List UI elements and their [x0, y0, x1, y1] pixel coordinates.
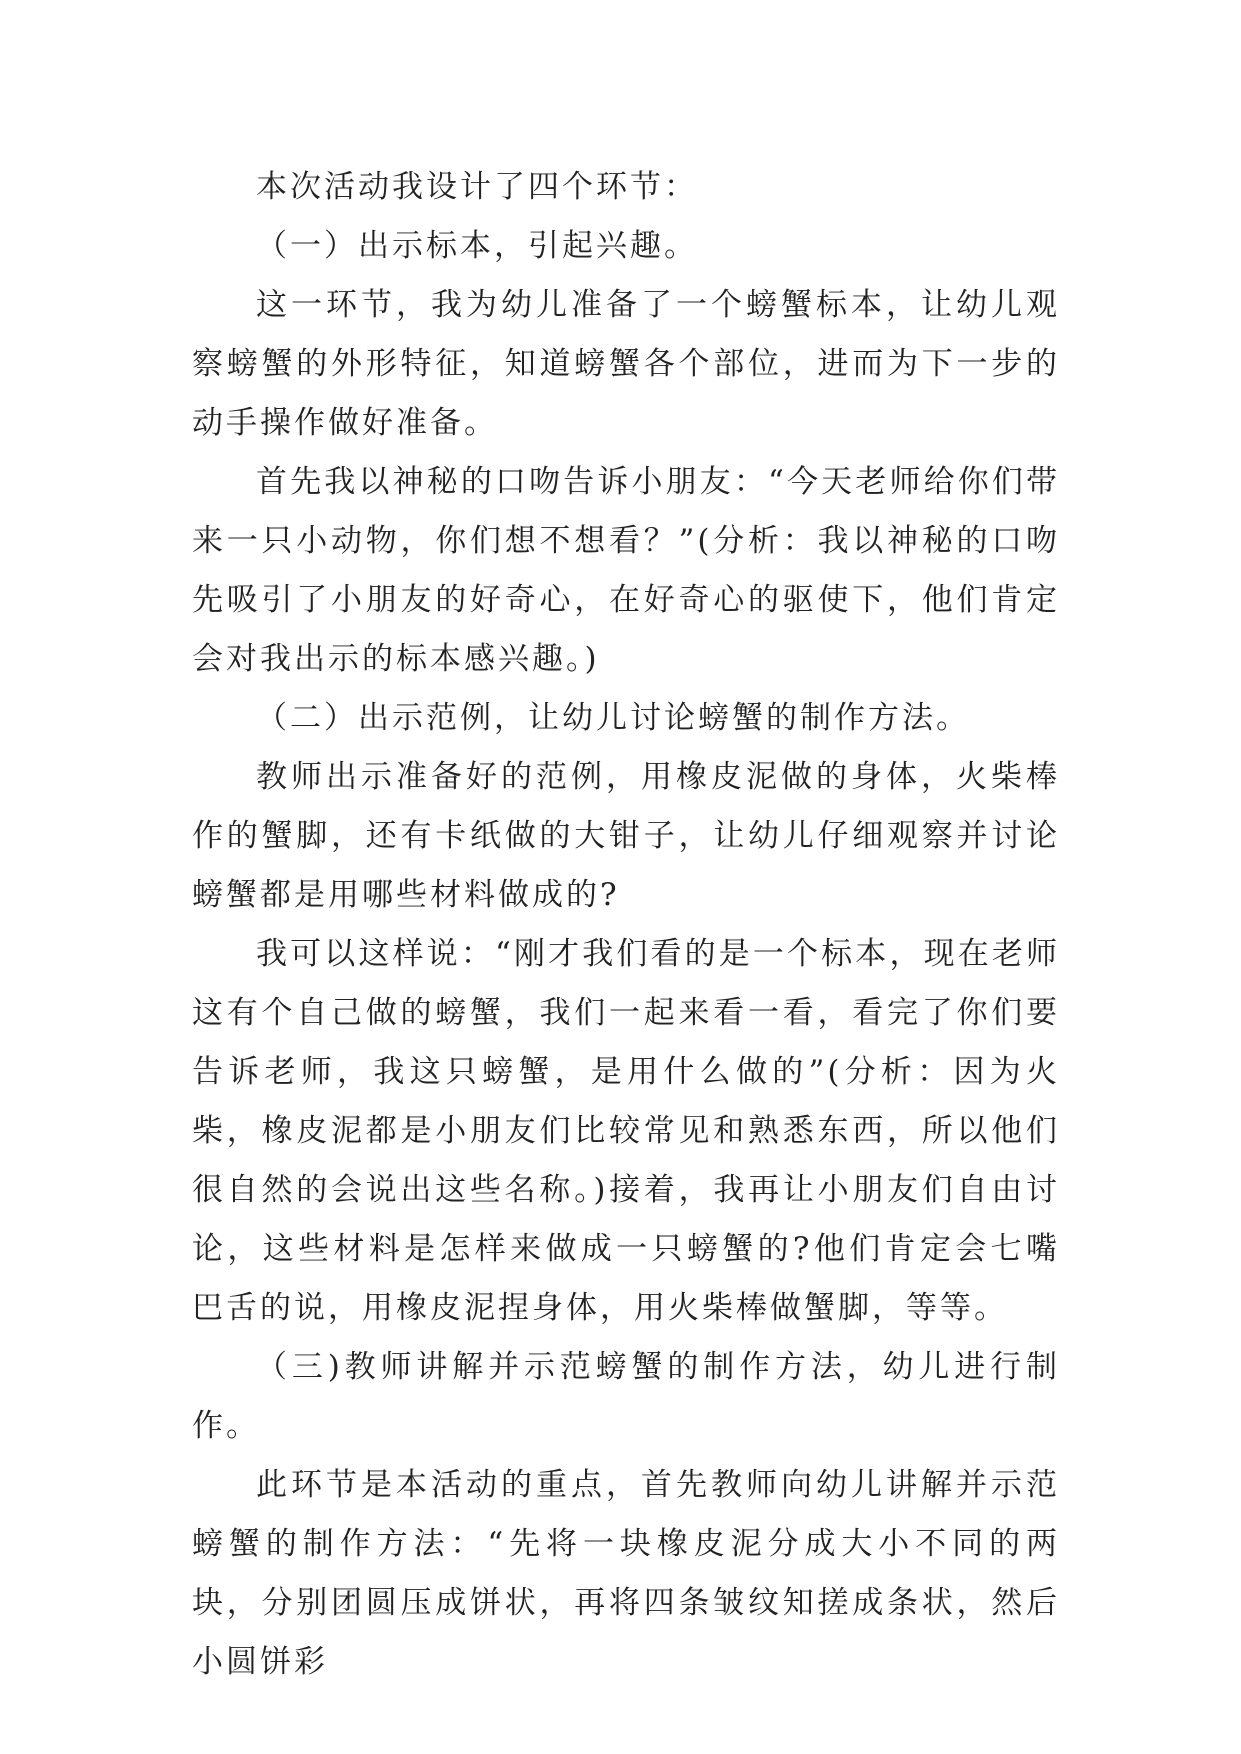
- paragraph: 首先我以神秘的口吻告诉小朋友：“今天老师给你们带来一只小动物，你们想不想看？”(分析：我以神秘的口吻先吸引了小朋友的好奇心，在好奇心的驱使下，他们肯定会对我出示的标本感兴趣。): [192, 464, 1060, 677]
- paragraph: 我可以这样说：“刚才我们看的是一个标本，现在老师这有个自己做的螃蟹，我们一起来看一看，看完了你们要告诉老师，我这只螃蟹，是用什么做的”(分析：因为火柴，橡皮泥都是小朋友们比较常见和熟悉东西，所以他们很自然的会说出这些名称。)接着，我再让小朋友们自由讨论，这些材料是怎样来做成一只螃蟹的?他们肯定会七嘴巴舌的说，用橡皮泥捏身体，用火柴棒做蟹脚，等等。: [192, 936, 1060, 1326]
- paragraph: 此环节是本活动的重点，首先教师向幼儿讲解并示范螃蟹的制作方法：“先将一块橡皮泥分成大小不同的两块，分别团圆压成饼状，再将四条皱纹知搓成条状，然后小圆饼彩: [192, 1467, 1060, 1680]
- paragraph-intro: 本次活动我设计了四个环节：: [256, 169, 698, 205]
- section-heading-2: （二）出示范例，让幼儿讨论螃蟹的制作方法。: [256, 700, 970, 736]
- document-body: [192, 158, 1060, 1692]
- section-heading-1: （一）出示标本，引起兴趣。: [256, 228, 698, 264]
- paragraph: 这一环节，我为幼儿准备了一个螃蟹标本，让幼儿观察螃蟹的外形特征，知道螃蟹各个部位，进而为下一步的动手操作做好准备。: [192, 287, 1060, 441]
- paragraph: 教师出示准备好的范例，用橡皮泥做的身体，火柴棒作的蟹脚，还有卡纸做的大钳子，让幼儿仔细观察并讨论螃蟹都是用哪些材料做成的?: [192, 759, 1060, 913]
- section-heading-3: （三)教师讲解并示范螃蟹的制作方法，幼儿进行制作。: [192, 1349, 1060, 1444]
